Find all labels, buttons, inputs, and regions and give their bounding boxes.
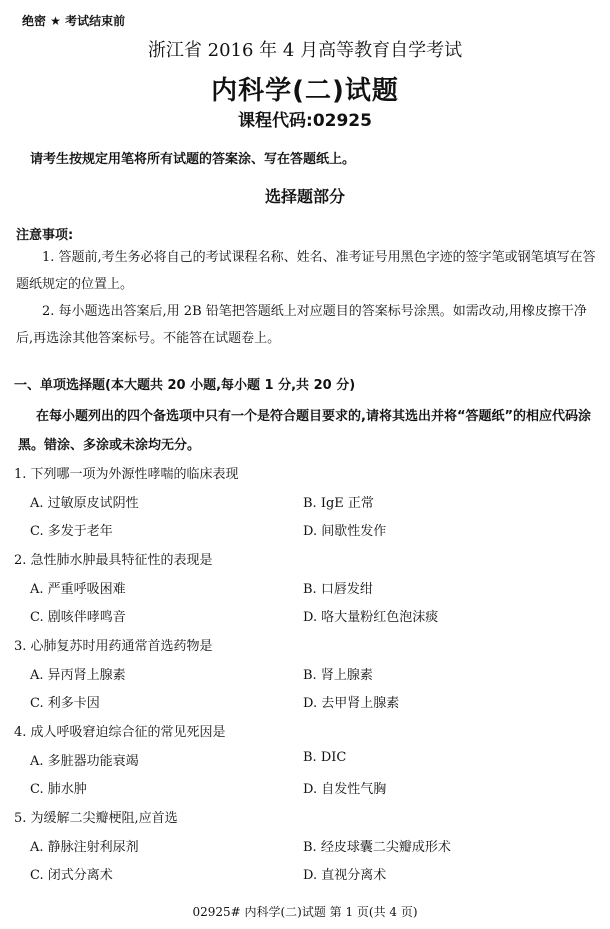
question-option: A. 异丙肾上腺素 bbox=[30, 668, 126, 683]
question-option: C. 剧咳伴哮鸣音 bbox=[30, 610, 126, 625]
confidential-label: 绝密 ★ 考试结束前 bbox=[22, 14, 126, 28]
question-option: B. 肾上腺素 bbox=[303, 668, 373, 683]
question-option: B. IgE 正常 bbox=[303, 496, 374, 511]
exam-name: 浙江省 2016 年 4 月高等教育自学考试 bbox=[147, 40, 463, 61]
question-option: C. 闭式分离术 bbox=[30, 868, 113, 883]
question-option: A. 严重呼吸困难 bbox=[30, 582, 126, 597]
question-option: B. DIC bbox=[303, 750, 347, 765]
question-option: C. 多发于老年 bbox=[30, 524, 113, 539]
section-title: 选择题部分 bbox=[264, 187, 345, 206]
question-option: C. 肺水肿 bbox=[30, 782, 87, 797]
question-stem: 3. 心肺复苏时用药通常首选药物是 bbox=[14, 639, 213, 654]
part-heading: 一、单项选择题(本大题共 20 小题,每小题 1 分,共 20 分) bbox=[14, 378, 356, 393]
answer-instruction: 请考生按规定用笔将所有试题的答案涂、写在答题纸上。 bbox=[30, 152, 356, 167]
question-option: D. 间歇性发作 bbox=[303, 524, 387, 539]
question-option: D. 直视分离术 bbox=[303, 868, 387, 883]
course-code: 课程代码:02925 bbox=[238, 111, 372, 131]
question-option: C. 利多卡因 bbox=[30, 696, 100, 711]
question-option: D. 去甲肾上腺素 bbox=[303, 696, 400, 711]
question-option: B. 口唇发绀 bbox=[303, 582, 373, 597]
question-option: A. 过敏原皮试阴性 bbox=[30, 496, 139, 511]
question-stem: 5. 为缓解二尖瓣梗阻,应首选 bbox=[14, 811, 178, 826]
question-option: D. 自发性气胸 bbox=[303, 782, 387, 797]
note-item: 2. 每小题选出答案后,用 2B 铅笔把答题纸上对应题目的答案标号涂黑。如需改动,用橡皮擦干净后,再选涂其他答案标号。不能答在试题卷上。 bbox=[16, 304, 587, 346]
question-option: A. 多脏器功能衰竭 bbox=[30, 754, 139, 769]
part-description: 在每小题列出的四个备选项中只有一个是符合题目要求的,请将其选出并将“答题纸”的相应代码涂黑。错涂、多涂或未涂均无分。 bbox=[18, 409, 592, 453]
note-item: 1. 答题前,考生务必将自己的考试课程名称、姓名、准考证号用黑色字迹的签字笔或钢笔填写在答题纸规定的位置上。 bbox=[16, 250, 596, 292]
page-footer: 02925# 内科学(二)试题 第 1 页(共 4 页) bbox=[192, 905, 418, 919]
question-stem: 4. 成人呼吸窘迫综合征的常见死因是 bbox=[14, 725, 226, 740]
question-option: D. 咯大量粉红色泡沫痰 bbox=[303, 610, 439, 625]
question-stem: 1. 下列哪一项为外源性哮喘的临床表现 bbox=[14, 467, 239, 482]
notes-title: 注意事项: bbox=[16, 228, 74, 243]
page-title: 内科学(二)试题 bbox=[211, 76, 399, 106]
question-option: A. 静脉注射利尿剂 bbox=[30, 840, 139, 855]
question-option: B. 经皮球囊二尖瓣成形术 bbox=[303, 840, 451, 855]
question-stem: 2. 急性肺水肿最具特征性的表现是 bbox=[14, 553, 213, 568]
